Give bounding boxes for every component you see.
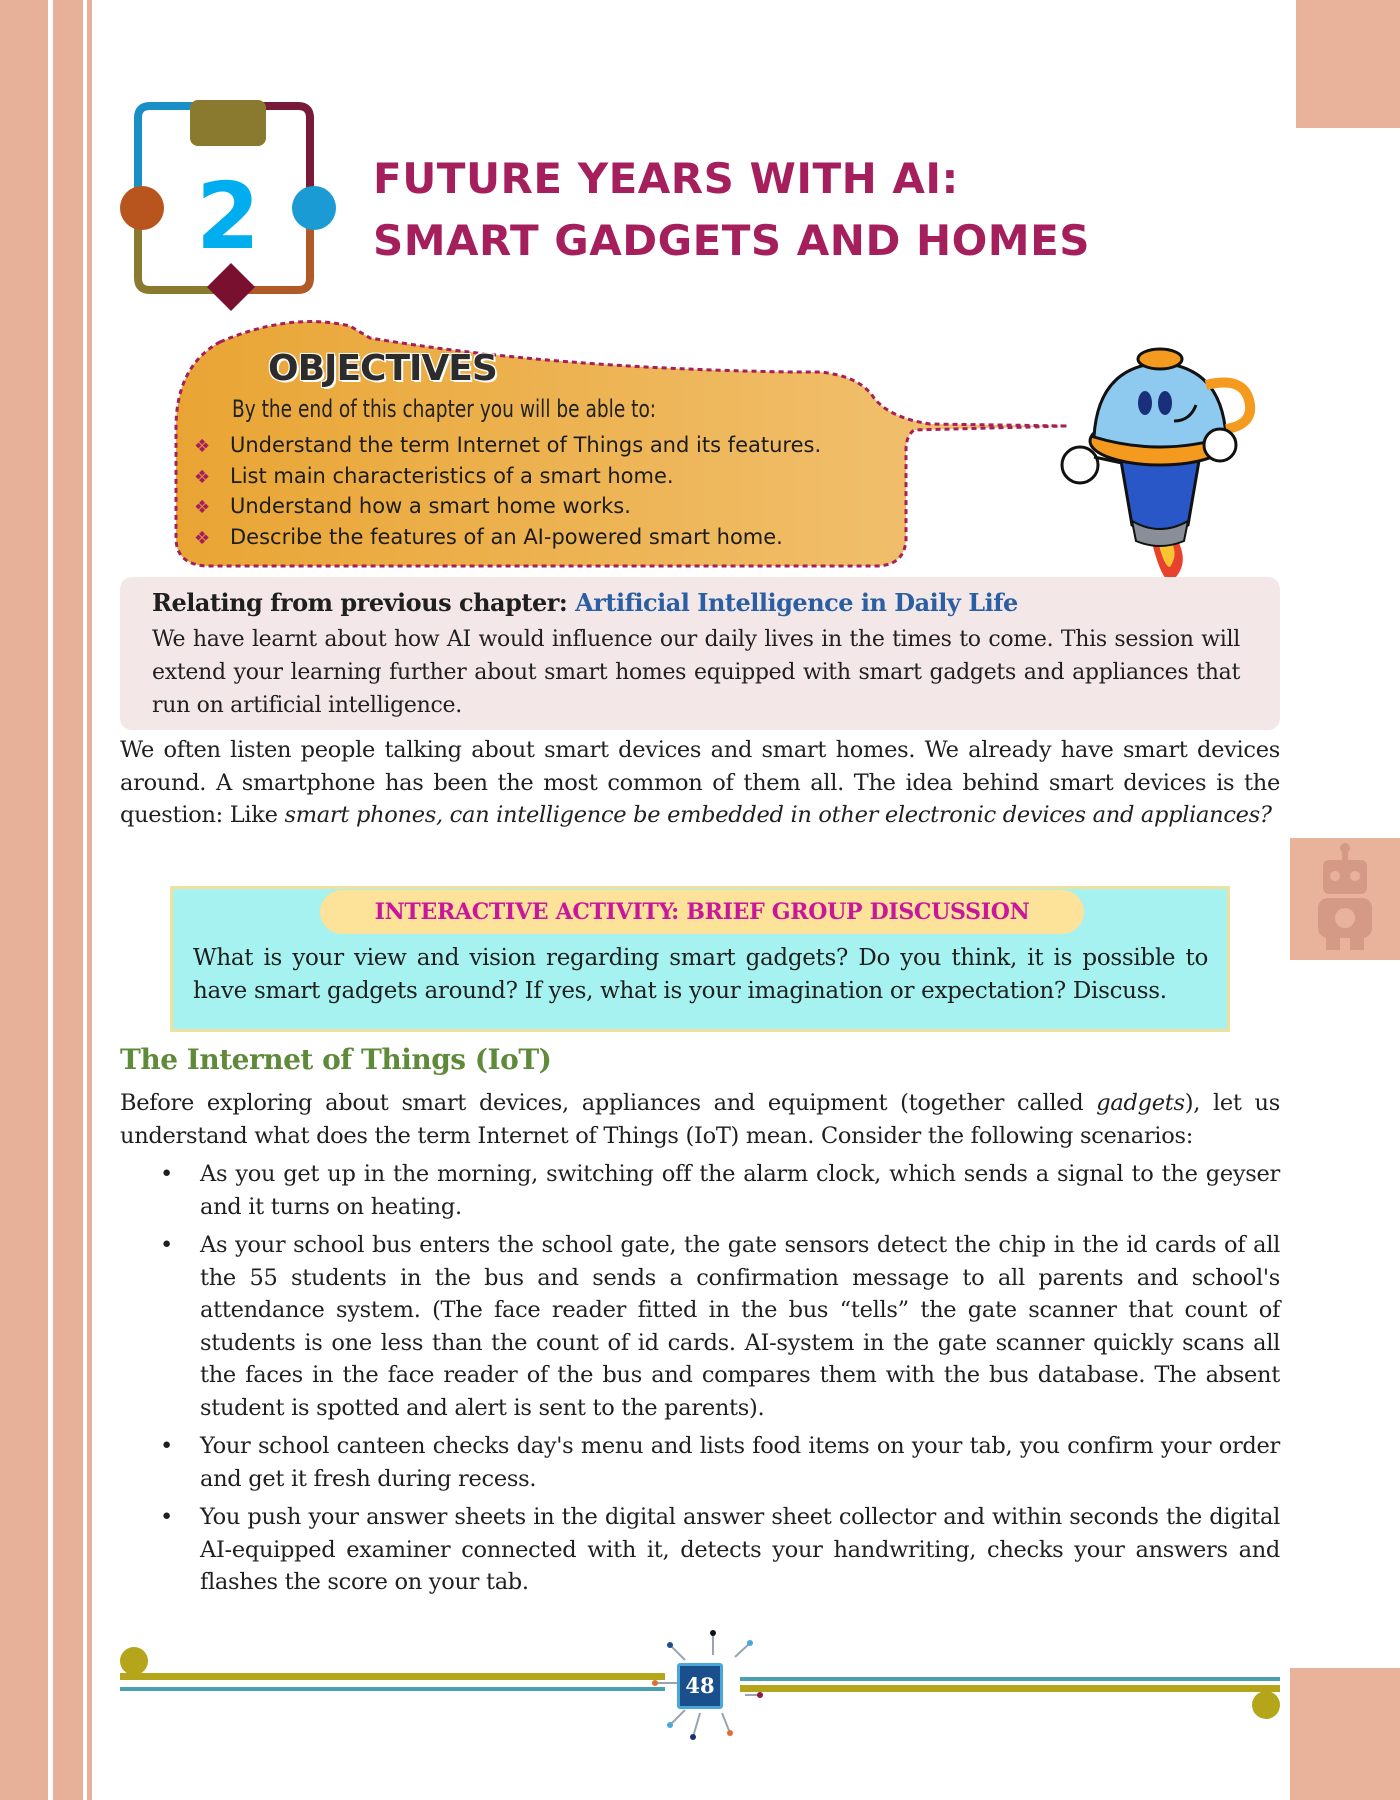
chapter-title-line1: FUTURE YEARS WITH AI: (373, 154, 959, 203)
robot-mascot-icon (1050, 345, 1270, 590)
intro-italic-question: smart phones, can intelligence be embedded in other electronic devices and appliances? (284, 802, 1272, 828)
page-number: 48 (677, 1663, 723, 1709)
relating-heading (152, 587, 1240, 619)
chapter-title (373, 148, 1273, 272)
objective-item: ❖ List main characteristics of a smart home. (194, 461, 821, 492)
bottom-right-decoration (1290, 1668, 1400, 1800)
objectives-list (194, 430, 821, 552)
border-stripe (48, 0, 53, 1800)
iot-intro-paragraph: Before exploring about smart devices, appliances and equipment (together called gadgets), let us understand what does the term Internet of Things (IoT) mean. Consider the following scenarios: (120, 1090, 1280, 1149)
list-item: • You push your answer sheets in the digital answer sheet collector and within seconds the digital AI-equipped examiner connected with it, detects your handwriting, checks your answers and flashes the score on your tab. (160, 1501, 1280, 1599)
chapter-number-badge (118, 98, 338, 318)
relating-label: Relating from previous chapter: (152, 588, 568, 617)
chapter-number: 2 (195, 163, 261, 270)
objective-item: ❖ Understand the term Internet of Things and its features. (194, 430, 821, 461)
objective-item: ❖ Understand how a smart home works. (194, 491, 821, 522)
robot-silhouette-icon (1290, 838, 1400, 960)
border-stripe (83, 0, 87, 1800)
border-stripe (92, 0, 105, 1800)
bullet-icon: • (160, 1161, 173, 1187)
top-right-decoration (1296, 0, 1400, 128)
list-item: • As your school bus enters the school gate, the gate sensors detect the chip in the id cards of all the 55 students in the bus and sends a confirmation message to all parents and school's attendance system. (The face reader fitted in the bus “tells” the gate scanner that count of students is one less than the count of id cards. AI-system in the gate scanner quickly scans all the faces in the face reader of the bus and compares them with the bus database. The absent student is spotted and alert is sent to the parents). (160, 1229, 1280, 1424)
diamond-bullet-icon: ❖ (194, 527, 211, 549)
diamond-bullet-icon: ❖ (194, 436, 211, 457)
chapter-title-line2: SMART GADGETS AND HOMES (373, 216, 1091, 265)
objectives-intro: By the end of this chapter you will be able to: (232, 395, 657, 423)
diamond-bullet-icon: ❖ (194, 466, 211, 488)
diamond-bullet-icon: ❖ (194, 497, 211, 518)
bullet-icon: • (160, 1504, 173, 1530)
section-heading-iot: The Internet of Things (IoT) (120, 1043, 552, 1076)
activity-title: INTERACTIVE ACTIVITY: BRIEF GROUP DISCUSSION (320, 890, 1084, 934)
bullet-icon: • (160, 1232, 173, 1258)
bullet-icon: • (160, 1433, 173, 1459)
list-item: • Your school canteen checks day's menu and lists food items on your tab, you confirm your order and get it fresh during recess. (160, 1430, 1280, 1495)
relating-previous-chapter-box (120, 577, 1280, 730)
activity-text: What is your view and vision regarding smart gadgets? Do you think, it is possible to have smart gadgets around? If yes, what is your imagination or expectation? Discuss. (193, 945, 1208, 1004)
list-item: • As you get up in the morning, switching off the alarm clock, which sends a signal to the geyser and it turns on heating. (160, 1158, 1280, 1223)
intro-paragraph: We often listen people talking about smart devices and smart homes. We already have smart devices around. A smartphone has been the most common of them all. The idea behind smart devices is the question: Like smart phones, can intelligence be embedded in other electronic devices and appliances? (120, 737, 1280, 828)
relating-body: We have learnt about how AI would influence our daily lives in the times to come. This session will extend your learning further about smart homes equipped with smart gadgets and appliances that run on artificial intelligence. (152, 627, 1240, 718)
iot-scenarios-list (160, 1158, 1280, 1605)
objectives-heading: OBJECTIVES (268, 348, 497, 389)
right-robot-decoration (1290, 838, 1400, 960)
previous-chapter-link[interactable]: Artificial Intelligence in Daily Life (575, 588, 1018, 617)
objective-item: ❖ Describe the features of an AI-powered smart home. (194, 522, 821, 553)
